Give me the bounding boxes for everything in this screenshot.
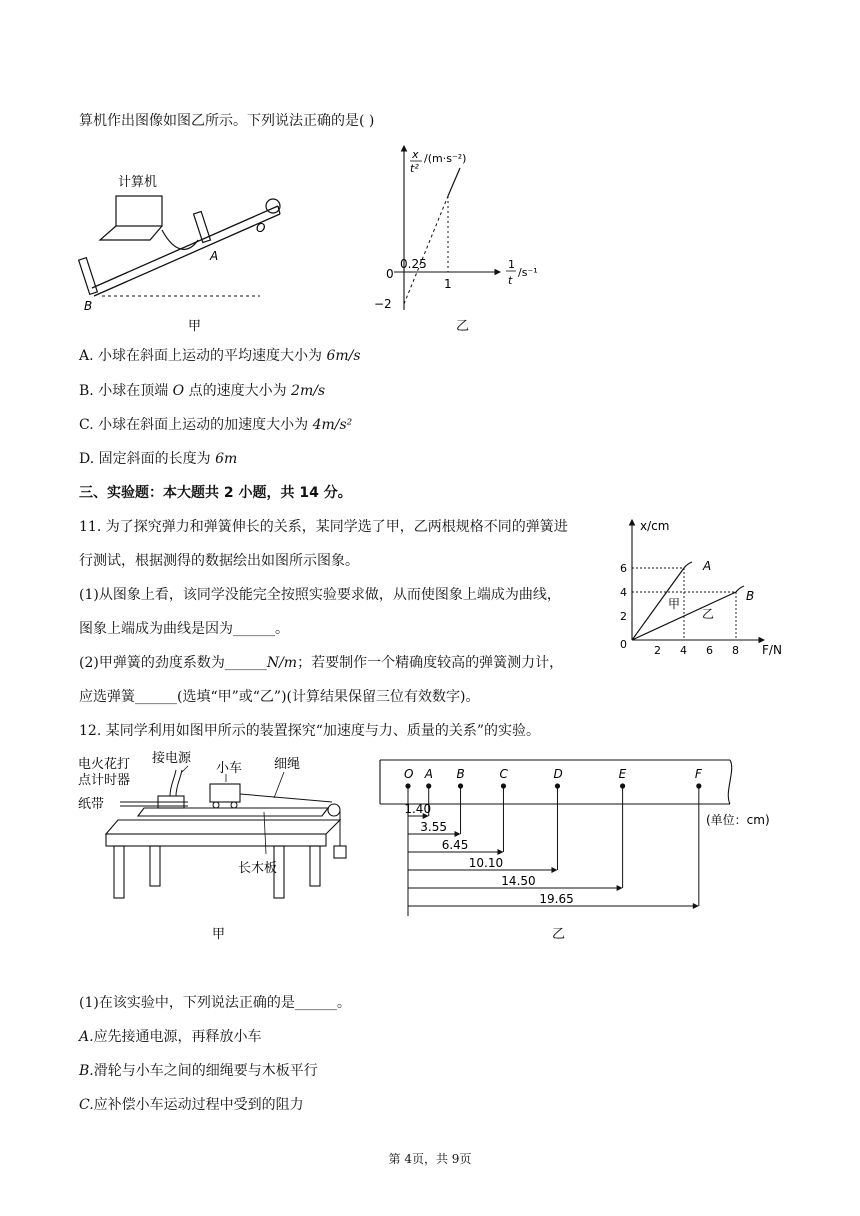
distance-label: 10.10 <box>468 856 504 870</box>
tape-point-label: O <box>404 767 414 781</box>
point-a-label: A <box>210 249 219 263</box>
figure-caption: 甲 <box>212 927 226 942</box>
label-yi: 乙 <box>702 607 715 621</box>
x-tick-label: 6 <box>706 644 713 657</box>
origin-label: 0 <box>620 638 627 651</box>
arrow-head <box>455 831 461 837</box>
q11-line: 行测试，根据测得的数据绘出如图所示图象。 <box>79 553 359 569</box>
section-title: 三、实验题：本大题共 2 小题，共 14 分。 <box>79 485 352 501</box>
q11-line: (1)从图象上看，该同学没能完全按照实验要求做，从而使图象上端成为曲线， <box>79 587 561 603</box>
arrow-head <box>497 849 503 855</box>
line-b-label: B <box>746 589 755 603</box>
arrow-head <box>617 885 623 891</box>
point-b-label: B <box>84 299 93 313</box>
x-tick-label: 4 <box>680 644 687 657</box>
label-timer: 点计时器 <box>78 773 131 788</box>
distance-label: 14.50 <box>501 874 536 888</box>
y-tick-label: 2 <box>620 610 627 623</box>
tape-point-label: F <box>694 767 702 781</box>
label-power: 接电源 <box>152 751 192 766</box>
tape-point-label: B <box>456 767 465 781</box>
series-curve-a <box>684 562 692 568</box>
distance-label: 3.55 <box>420 820 447 834</box>
x-axis-unit: /s⁻¹ <box>518 266 538 279</box>
option-a: A. 小球在斜面上运动的平均速度大小为 6m/s <box>79 348 361 364</box>
q12-part1-line: (1)在该实验中，下列说法正确的是______。 <box>79 995 351 1011</box>
figure-caption: 乙 <box>552 927 566 942</box>
q12-line: 12. 某同学利用如图甲所示的装置探究“加速度与力、质量的关系”的实验。 <box>79 723 541 739</box>
y-axis-num: x <box>412 148 419 161</box>
q11-line: 图象上端成为曲线是因为______。 <box>79 621 289 637</box>
x-axis-label: F/N <box>762 643 782 657</box>
x-axis-num: 1 <box>508 258 515 271</box>
label-tape: 纸带 <box>78 797 105 812</box>
q11-line: 应选弹簧______(选填“甲”或“乙”)(计算结果保留三位有效数字)。 <box>79 689 480 705</box>
laptop-icon <box>116 196 162 226</box>
weight-icon <box>334 846 346 858</box>
x-tick-label: 2 <box>654 644 661 657</box>
figure-spring-graph <box>614 512 794 662</box>
figure-caption: 甲 <box>188 319 202 334</box>
y-axis-unit: /(m·s⁻²) <box>424 152 467 165</box>
unit-label: (单位：cm) <box>706 813 770 827</box>
q11-line: (2)甲弹簧的劲度系数为______N/m；若要制作一个精确度较高的弹簧测力计， <box>79 655 564 671</box>
figure-tape <box>378 758 790 944</box>
y-axis-label: x/cm <box>640 519 670 533</box>
option-d: D. 固定斜面的长度为 6m <box>79 451 238 467</box>
tape-point-label: A <box>424 767 433 781</box>
tick-025: 0.25 <box>400 257 427 271</box>
q12-option-b: B.滑轮与小车之间的细绳要与木板平行 <box>79 1063 318 1079</box>
figure-graph-xt <box>360 138 560 338</box>
option-b: B. 小球在顶端 O 点的速度大小为 2m/s <box>79 383 326 399</box>
option-c: C. 小球在斜面上运动的加速度大小为 4m/s² <box>79 417 353 433</box>
computer-label: 计算机 <box>118 175 158 190</box>
distance-label: 1.40 <box>404 802 432 816</box>
y-tick-label: 4 <box>620 586 627 599</box>
tape-point-label: E <box>618 767 627 781</box>
pulley-icon <box>328 804 340 816</box>
line-a-label: A <box>703 559 712 573</box>
q12-option-a: A.应先接通电源，再释放小车 <box>79 1029 262 1045</box>
label-rope: 细绳 <box>274 757 301 772</box>
tape-point-label: D <box>553 767 563 781</box>
q12-option-c: C.应补偿小车运动过程中受到的阻力 <box>79 1097 304 1113</box>
tape-point-label: C <box>499 767 508 781</box>
distance-label: 19.65 <box>539 892 574 906</box>
arrow-head <box>693 903 699 909</box>
q11-line: 11. 为了探究弹力和弹簧伸长的关系，某同学选了甲，乙两根规格不同的弹簧进 <box>79 519 568 535</box>
x-axis-den: t <box>508 274 513 287</box>
label-cart: 小车 <box>216 761 243 776</box>
dashed-fit-line <box>404 196 448 304</box>
arrow-head <box>551 867 557 873</box>
figure-apparatus <box>78 746 368 946</box>
tick-neg2: −2 <box>374 297 392 311</box>
label-jia: 甲 <box>668 597 681 611</box>
y-axis-den: t² <box>410 162 419 175</box>
distance-label: 6.45 <box>441 838 469 852</box>
tick-1: 1 <box>444 277 452 291</box>
solid-data-line <box>448 168 460 196</box>
cart-icon <box>210 784 240 802</box>
label-board: 长木板 <box>238 861 278 876</box>
point-o-label: O <box>256 221 266 235</box>
question-text: 算机作出图像如图乙所示。下列说法正确的是( ) <box>79 113 375 129</box>
series-curve-b <box>736 586 744 592</box>
origin-label: 0 <box>386 267 394 281</box>
figure-caption: 乙 <box>456 319 470 334</box>
y-tick-label: 6 <box>620 562 627 575</box>
label-timer: 电火花打 <box>78 757 131 772</box>
x-tick-label: 8 <box>732 644 739 657</box>
page-footer: 第 4页，共 9页 <box>388 1152 472 1166</box>
figure-incline <box>78 160 298 336</box>
